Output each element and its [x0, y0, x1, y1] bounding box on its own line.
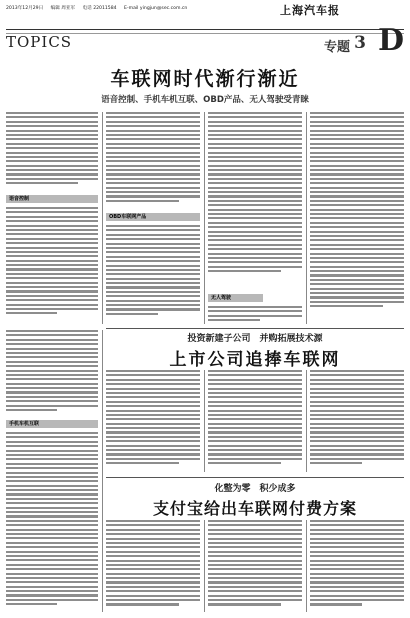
issue-date: 2013年12月29日	[6, 6, 44, 11]
left-col-bottom	[6, 432, 98, 612]
header-rule	[6, 29, 404, 30]
story3-headline: 支付宝给出车联网付费方案	[152, 499, 357, 518]
lead-col-1-top	[6, 112, 98, 190]
lead-col-2-top	[106, 112, 200, 210]
special-label: 专题	[323, 40, 350, 55]
lead-headline: 车联网时代渐行渐近	[110, 68, 300, 90]
story-divider	[106, 328, 404, 329]
column-divider	[102, 112, 103, 324]
topics-label: TOPICS	[6, 33, 73, 51]
story2-col-1	[106, 370, 200, 472]
section-obd-products: OBD车联网产品	[106, 213, 200, 221]
lead-subheadline: 语音控制、手机车机互联、OBD产品、无人驾驶受青睐	[101, 95, 309, 105]
column-divider	[306, 112, 307, 324]
left-col-continued	[6, 330, 98, 415]
section-letter: D	[377, 23, 404, 58]
story2-kicker: 投资新建子公司 并购拓展技术源	[187, 334, 323, 344]
column-divider	[204, 112, 205, 324]
column-divider	[102, 330, 103, 612]
story3-col-1	[106, 520, 200, 612]
story3-col-2	[208, 520, 302, 612]
column-divider	[204, 370, 205, 472]
story2-headline: 上市公司追捧车联网	[169, 350, 341, 370]
newspaper-masthead: 上海汽车报	[280, 4, 340, 17]
lead-col-1-bottom	[6, 207, 98, 325]
lead-col-3-top	[208, 112, 302, 290]
column-divider	[306, 520, 307, 612]
lead-col-3-bottom	[208, 306, 302, 326]
story-divider	[106, 477, 404, 478]
issue-meta-row	[6, 4, 276, 14]
editor-phone: 电话 22011584	[82, 6, 117, 11]
story2-col-3	[310, 370, 404, 472]
story3-col-3	[310, 520, 404, 612]
section-voice-control: 语音控制	[6, 195, 98, 203]
section-header	[0, 20, 410, 58]
column-divider	[204, 520, 205, 612]
editor-name: 编辑 周亚军	[50, 6, 76, 11]
section-phone-car-link: 手机车机互联	[6, 420, 98, 428]
page-number: 3	[354, 33, 366, 53]
story3-kicker: 化整为零 积少成多	[214, 484, 296, 494]
column-divider	[306, 370, 307, 472]
story2-col-2	[208, 370, 302, 472]
lead-col-2-bottom	[106, 225, 200, 325]
editor-email: E-mail yingjun@sec.com.cn	[124, 6, 188, 11]
section-driverless: 无人驾驶	[208, 294, 263, 302]
lead-col-4	[310, 112, 404, 325]
